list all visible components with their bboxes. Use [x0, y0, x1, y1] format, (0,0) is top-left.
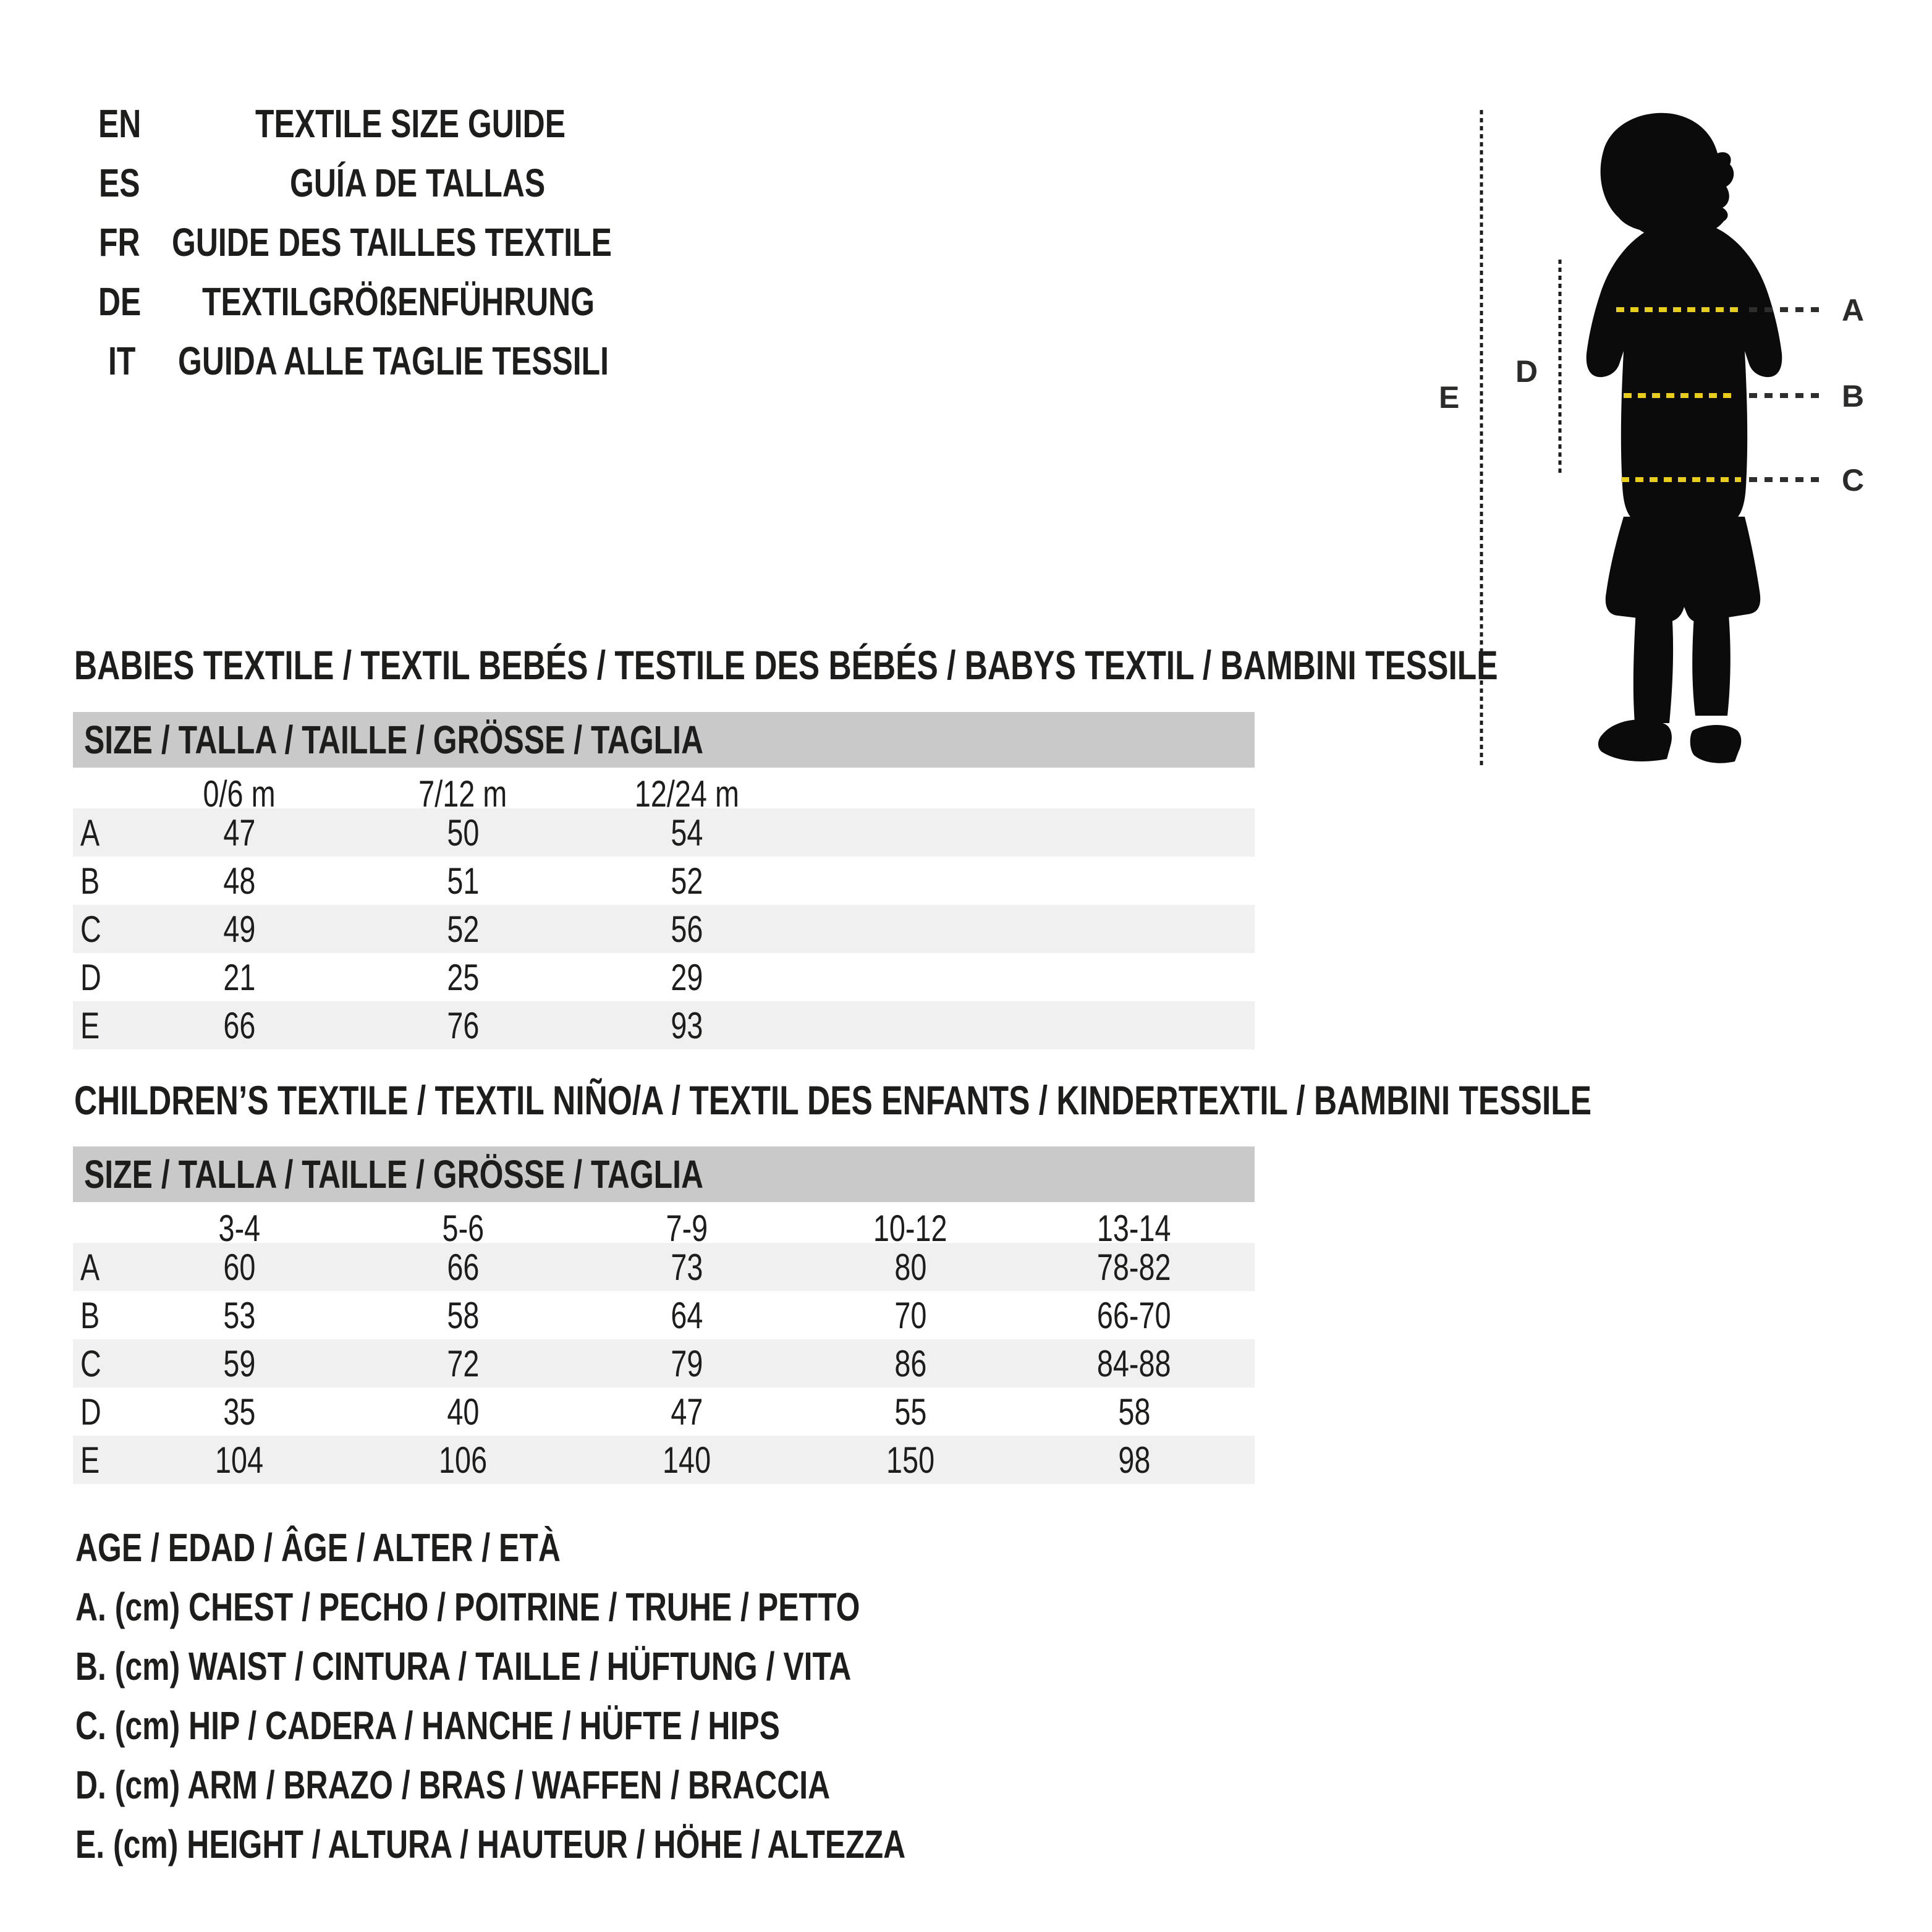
column-header — [127, 773, 351, 815]
row-label-text: B — [80, 1294, 100, 1336]
table-cell — [799, 1246, 1022, 1289]
row-label-text: E — [80, 1439, 100, 1481]
column-header-text: 7-9 — [666, 1208, 708, 1249]
hip-label: C — [1842, 463, 1865, 498]
table-row — [73, 808, 1255, 857]
table-cell-text: 84-88 — [1097, 1342, 1171, 1384]
table-cell — [575, 1391, 799, 1433]
table-cell-text: 73 — [670, 1246, 703, 1288]
table-cell-text: 106 — [438, 1439, 488, 1481]
language-code — [79, 279, 172, 324]
language-title — [172, 219, 736, 265]
table-cell-text: 150 — [886, 1439, 935, 1481]
legend-line — [75, 1755, 1140, 1815]
table-cell — [799, 1342, 1022, 1385]
row-label — [73, 1004, 127, 1047]
table-cell-text: 50 — [446, 811, 480, 854]
column-header-text: 5-6 — [442, 1208, 484, 1249]
table-cell-text: 40 — [446, 1391, 480, 1433]
table-cell — [575, 908, 799, 951]
table-cell-text: 53 — [222, 1294, 256, 1336]
table-cell-text: 29 — [670, 956, 703, 998]
babies-size-header-bar — [73, 712, 1255, 768]
table-cell-text: 47 — [670, 1391, 703, 1433]
language-title — [172, 160, 736, 206]
table-cell — [127, 956, 351, 999]
language-code-text: EN — [98, 101, 141, 146]
table-cell-text: 54 — [670, 811, 703, 854]
language-code — [79, 338, 172, 384]
row-label — [73, 1246, 127, 1289]
table-cell-text: 56 — [670, 908, 703, 950]
table-cell — [799, 1391, 1022, 1433]
table-cell — [351, 956, 575, 999]
table-cell-text: 21 — [222, 956, 256, 998]
legend-line — [75, 1577, 1140, 1637]
language-code — [79, 101, 172, 146]
row-label — [73, 811, 127, 854]
table-cell — [575, 956, 799, 999]
table-cell-text: 98 — [1117, 1439, 1151, 1481]
children-size-header-label: SIZE / TALLA / TAILLE / GRÖSSE / TAGLIA — [84, 1152, 704, 1197]
table-cell — [351, 1391, 575, 1433]
children-section-title — [74, 1077, 1932, 1124]
table-cell — [351, 1004, 575, 1047]
table-cell — [127, 1391, 351, 1433]
table-cell — [1022, 1391, 1246, 1433]
table-cell-text: 51 — [446, 860, 480, 902]
column-header — [575, 1207, 799, 1250]
height-label: E — [1439, 380, 1460, 415]
babies-rows — [73, 808, 1255, 1049]
row-label-text: A — [80, 811, 100, 854]
table-row — [73, 1436, 1255, 1484]
table-cell — [127, 860, 351, 902]
babies-section-title-text: BABIES TEXTILE / TEXTIL BEBÉS / TESTILE DES BÉBÉS / BABYS TEXTIL / BAMBINI TESSILE — [74, 642, 1498, 688]
table-row — [73, 1339, 1255, 1388]
column-header-text: 3-4 — [218, 1208, 260, 1249]
legend-line — [75, 1815, 1140, 1874]
table-cell-text: 140 — [662, 1439, 711, 1481]
language-code-text: IT — [108, 339, 135, 383]
babies-size-header-label: SIZE / TALLA / TAILLE / GRÖSSE / TAGLIA — [84, 718, 704, 762]
legend-line-text: E. (cm) HEIGHT / ALTURA / HAUTEUR / HÖHE / ALTEZZA — [75, 1822, 906, 1866]
children-size-header-bar — [73, 1146, 1255, 1202]
table-cell-text: 48 — [222, 860, 256, 902]
table-cell — [127, 1342, 351, 1385]
table-row — [73, 905, 1255, 953]
children-section-title-text: CHILDREN’S TEXTILE / TEXTIL NIÑO/A / TEXTIL DES ENFANTS / KINDERTEXTIL / BAMBINI TESSILE — [74, 1077, 1592, 1123]
column-header — [351, 773, 575, 815]
row-label-text: A — [80, 1246, 100, 1288]
row-label-text: C — [80, 908, 101, 950]
table-cell — [575, 1342, 799, 1385]
table-cell — [127, 811, 351, 854]
legend-line-text: AGE / EDAD / ÂGE / ALTER / ETÀ — [75, 1525, 561, 1570]
row-label — [73, 1342, 127, 1385]
row-label — [73, 908, 127, 951]
table-cell-text: 104 — [214, 1439, 264, 1481]
table-cell-text: 58 — [446, 1294, 480, 1336]
measurement-diagram — [1409, 87, 1932, 803]
column-header — [127, 1207, 351, 1250]
table-cell — [351, 811, 575, 854]
babies-column-headers — [73, 773, 1255, 815]
legend-line — [75, 1637, 1140, 1696]
table-cell — [127, 1439, 351, 1481]
language-row — [79, 153, 736, 213]
language-row — [79, 272, 736, 331]
children-column-headers — [73, 1207, 1255, 1249]
table-cell — [1022, 1439, 1246, 1481]
table-cell-text: 64 — [670, 1294, 703, 1336]
language-title — [172, 338, 736, 384]
table-cell — [127, 1246, 351, 1289]
table-cell — [1022, 1246, 1246, 1289]
table-cell-text: 52 — [446, 908, 480, 950]
column-header-spacer — [73, 1207, 127, 1250]
row-label-text: D — [80, 956, 101, 998]
legend-line-text: A. (cm) CHEST / PECHO / POITRINE / TRUHE / PETTO — [75, 1585, 860, 1629]
table-cell-text: 66 — [446, 1246, 480, 1288]
column-header-text: 0/6 m — [203, 773, 276, 815]
table-cell — [799, 1439, 1022, 1481]
row-label-text: D — [80, 1391, 101, 1433]
table-cell-text: 93 — [670, 1004, 703, 1046]
language-code-text: DE — [98, 279, 141, 324]
table-cell — [575, 860, 799, 902]
table-cell-text: 59 — [222, 1342, 256, 1384]
table-cell-text: 52 — [670, 860, 703, 902]
table-cell — [351, 1342, 575, 1385]
table-cell — [351, 1246, 575, 1289]
table-cell — [127, 1004, 351, 1047]
row-label — [73, 1294, 127, 1337]
children-rows — [73, 1243, 1255, 1484]
babies-section-title — [74, 642, 1899, 688]
column-header-text: 13-14 — [1097, 1208, 1171, 1249]
column-header-spacer — [73, 773, 127, 815]
row-label — [73, 956, 127, 999]
table-cell — [1022, 1294, 1246, 1337]
legend — [75, 1518, 1140, 1874]
table-cell — [575, 1439, 799, 1481]
waist-label: B — [1842, 379, 1865, 413]
title-block — [79, 94, 736, 391]
column-header-text: 7/12 m — [418, 773, 507, 815]
table-cell-text: 79 — [670, 1342, 703, 1384]
children-size-table — [73, 1146, 1255, 1484]
table-cell — [575, 811, 799, 854]
table-cell — [351, 1294, 575, 1337]
language-code — [79, 219, 172, 265]
table-cell-text: 55 — [894, 1391, 927, 1433]
row-label-text: E — [80, 1004, 100, 1046]
table-cell-text: 80 — [894, 1246, 927, 1288]
language-row — [79, 213, 736, 272]
table-row — [73, 1291, 1255, 1339]
table-cell — [351, 860, 575, 902]
legend-line — [75, 1518, 1140, 1577]
table-cell-text: 66-70 — [1097, 1294, 1171, 1336]
language-title — [172, 101, 736, 146]
language-code-text: ES — [99, 161, 140, 205]
table-cell-text: 66 — [222, 1004, 256, 1046]
legend-line-text: D. (cm) ARM / BRAZO / BRAS / WAFFEN / BRACCIA — [75, 1763, 831, 1807]
table-cell — [351, 908, 575, 951]
table-cell — [575, 1004, 799, 1047]
table-cell — [575, 1294, 799, 1337]
row-label — [73, 860, 127, 902]
table-cell — [799, 1294, 1022, 1337]
legend-line-text: B. (cm) WAIST / CINTURA / TAILLE / HÜFTUNG / VITA — [75, 1644, 852, 1688]
language-title-text: GUÍA DE TALLAS — [290, 161, 546, 205]
language-code-text: FR — [99, 220, 140, 265]
arm-label: D — [1515, 354, 1538, 389]
babies-size-table — [73, 712, 1255, 1049]
table-cell-text: 35 — [222, 1391, 256, 1433]
table-cell-text: 58 — [1117, 1391, 1151, 1433]
table-row — [73, 857, 1255, 905]
column-header — [351, 1207, 575, 1250]
table-row — [73, 1388, 1255, 1436]
column-header — [799, 1207, 1022, 1250]
table-cell-text: 49 — [222, 908, 256, 950]
language-title-text: TEXTILE SIZE GUIDE — [255, 101, 566, 146]
table-row — [73, 1001, 1255, 1049]
table-cell — [351, 1439, 575, 1481]
language-row — [79, 94, 736, 153]
row-label-text: C — [80, 1342, 101, 1384]
column-header-text: 10-12 — [873, 1208, 947, 1249]
table-cell — [1022, 1342, 1246, 1385]
table-cell — [127, 908, 351, 951]
language-row — [79, 331, 736, 391]
table-cell-text: 60 — [222, 1246, 256, 1288]
table-cell-text: 78-82 — [1097, 1246, 1171, 1288]
table-row — [73, 1243, 1255, 1291]
table-row — [73, 953, 1255, 1001]
table-cell-text: 86 — [894, 1342, 927, 1384]
row-label — [73, 1439, 127, 1481]
table-cell — [127, 1294, 351, 1337]
table-cell — [575, 1246, 799, 1289]
chest-label: A — [1842, 293, 1865, 328]
language-code — [79, 160, 172, 206]
column-header-text: 12/24 m — [634, 773, 739, 815]
table-cell-text: 76 — [446, 1004, 480, 1046]
language-title-text: GUIDE DES TAILLES TEXTILE — [172, 220, 612, 265]
column-header — [1022, 1207, 1246, 1250]
table-cell-text: 70 — [894, 1294, 927, 1336]
language-title — [172, 279, 736, 324]
column-header — [575, 773, 799, 815]
table-cell-text: 72 — [446, 1342, 480, 1384]
table-cell-text: 25 — [446, 956, 480, 998]
legend-line-text: C. (cm) HIP / CADERA / HANCHE / HÜFTE / HIPS — [75, 1703, 780, 1748]
language-title-text: GUIDA ALLE TAGLIE TESSILI — [177, 339, 609, 383]
language-title-text: TEXTILGRÖßENFÜHRUNG — [202, 279, 595, 324]
table-cell-text: 47 — [222, 811, 256, 854]
legend-line — [75, 1696, 1140, 1755]
row-label-text: B — [80, 860, 100, 902]
row-label — [73, 1391, 127, 1433]
